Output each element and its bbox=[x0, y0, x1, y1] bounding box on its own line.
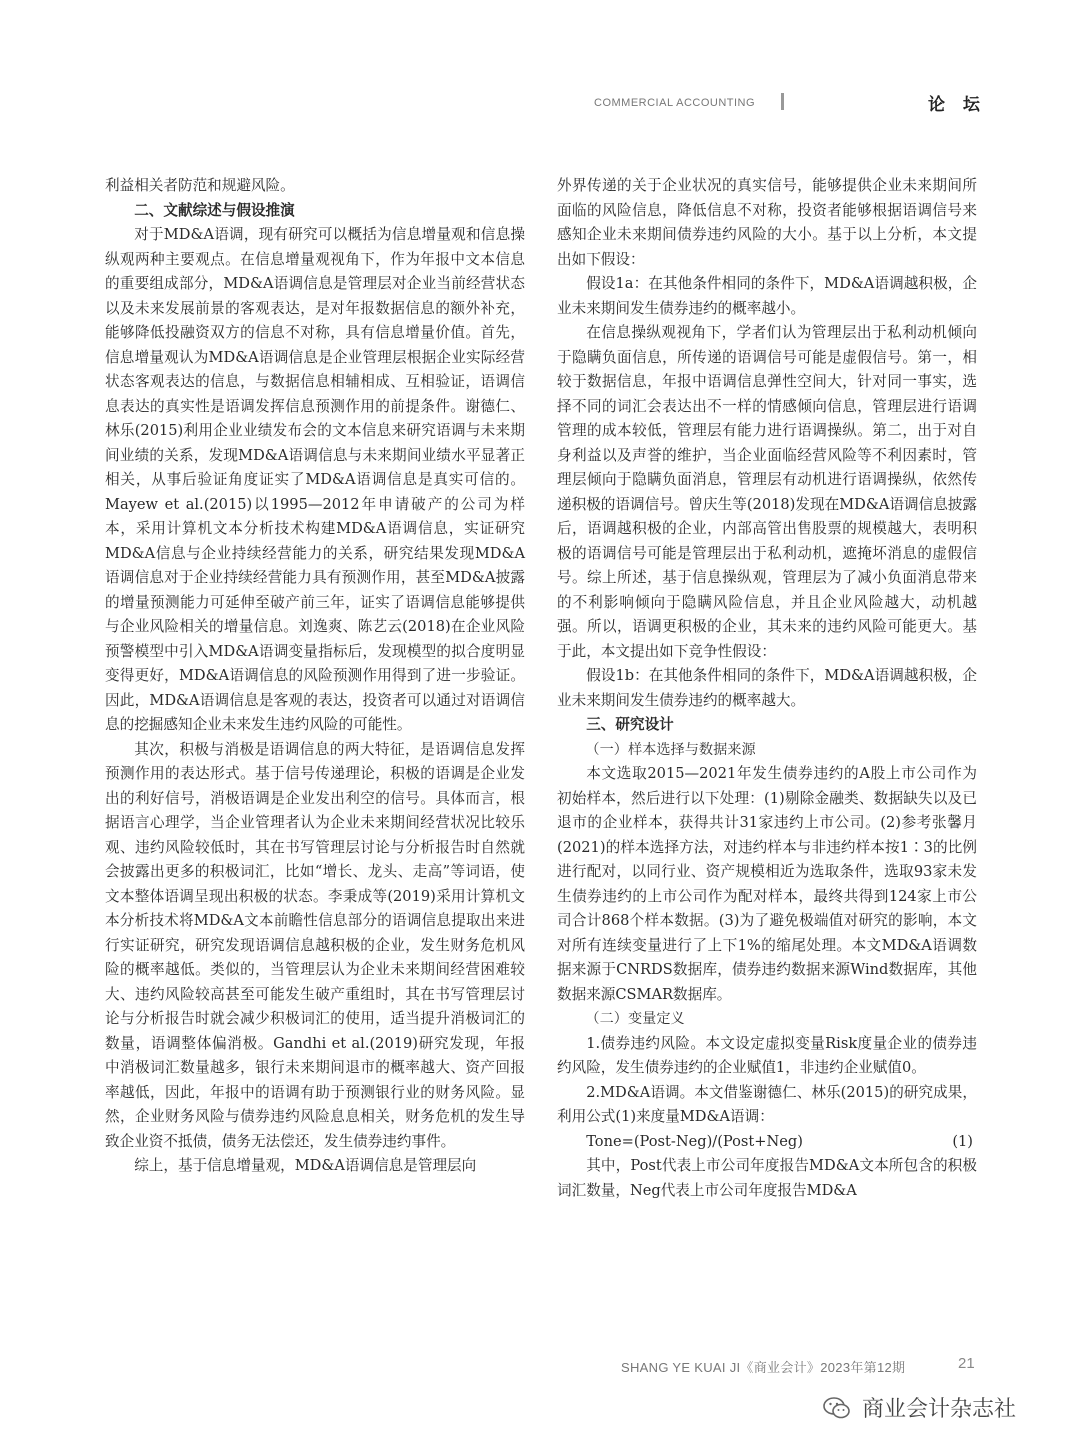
subsection-heading: （二）变量定义 bbox=[585, 1011, 685, 1027]
section-heading: 二、文献综述与假设推演 bbox=[134, 201, 295, 219]
paragraph: 2.MD&A语调。本文借鉴谢德仁、林乐(2015)的研究成果，利用公式(1)来度量MD&A语调： bbox=[557, 1083, 977, 1125]
footer-citation: SHANG YE KUAI JI《商业会计》2023年第12期 bbox=[621, 1360, 906, 1375]
right-column bbox=[557, 174, 977, 1203]
paragraph: 对于MD&A语调，现有研究可以概括为信息增量观和信息操纵观两种主要观点。在信息增量观视角下，作为年报中文本信息的重要组成部分，MD&A语调信息是管理层对企业当前经营状态以及未来发展前景的客观表达，是对年报数据信息的额外补充，能够降低投融资双方的信息不对称，具有信息增量价值。首先，信息增量观认为MD&A语调信息是企业管理层根据企业实际经营状态客观表达的信息，与数据信息相辅相成、互相验证，语调信息表达的真实性是语调发挥信息预测作用的前提条件。谢德仁、林乐(2015)利用企业业绩发布会的文本信息来研究语调与未来期间业绩的关系，发现MD&A语调信息与未来期间业绩水平显著正相关，从事后验证角度证实了MD&A语调信息是真实可信的。Mayew et al.(2015)以1995—2012年申请破产的公司为样本，采用计算机文本分析技术构建MD&A语调信息，实证研究MD&A信息与企业持续经营能力的关系，研究结果发现MD&A语调信息对于企业持续经营能力具有预测作用，甚至MD&A披露的增量预测能力可延伸至破产前三年，证实了语调信息能够提供与企业风险相关的增量信息。刘逸爽、陈艺云(2018)在企业风险预警模型中引入MD&A语调变量指标后，发现模型的拟合度明显变得更好，MD&A语调信息的风险预测作用得到了进一步验证。因此，MD&A语调信息是客观的表达，投资者可以通过对语调信息的挖掘感知企业未来发生违约风险的可能性。 bbox=[105, 226, 525, 733]
formula-expression: Tone=(Post-Neg)/(Post+Neg) bbox=[586, 1132, 803, 1150]
paragraph: 其次，积极与消极是语调信息的两大特征，是语调信息发挥预测作用的表达形式。基于信号传递理论，积极的语调是企业发出的利好信号，消极语调是企业发出利空的信号。具体而言，根据语言心理学，当企业管理者认为企业未来期间经营状况比较乐观、违约风险较低时，其在书写管理层讨论与分析报告时自然就会披露出更多的积极词汇，比如“增长、龙头、走高”等词语，使文本整体语调呈现出积极的状态。李秉成等(2019)采用计算机文本分析技术将MD&A文本前瞻性信息部分的语调信息提取出来进行实证研究，研究发现语调信息越积极的企业，发生财务危机风险的概率越低。类似的，当管理层认为企业未来期间经营困难较大、违约风险较高甚至可能发生破产重组时，其在书写管理层讨论与分析报告时就会减少积极词汇的使用，适当提升消极词汇的数量，语调整体偏消极。Gandhi et al.(2019)研究发现，年报中消极词汇数量越多，银行未来期间退市的概率越大、资产回报率越低，因此，年报中的语调有助于预测银行业的财务风险。显然，企业财务风险与债券违约风险息息相关，财务危机的发生导致企业资不抵债，债务无法偿还，发生债券违约事件。 bbox=[105, 740, 525, 1150]
wechat-icon bbox=[822, 1396, 852, 1420]
formula bbox=[557, 1130, 977, 1155]
paragraph: 外界传递的关于企业状况的真实信号，能够提供企业未来期间所面临的风险信息，降低信息不对称，投资者能够根据语调信号来感知企业未来期间债券违约风险的大小。基于以上分析，本文提出如下假设： bbox=[557, 177, 977, 268]
header-divider bbox=[781, 93, 784, 110]
page-number: 21 bbox=[958, 1355, 975, 1372]
paragraph: 在信息操纵观视角下，学者们认为管理层出于私利动机倾向于隐瞒负面信息，所传递的语调信号可能是虚假信号。第一，相较于数据信息，年报中语调信息弹性空间大，针对同一事实，选择不同的词汇会表达出不一样的情感倾向信息，管理层进行语调管理的成本较低，管理层有能力进行语调操纵。第二，出于对自身利益以及声誉的维护，当企业面临经营风险等不利因素时，管理层倾向于隐瞒负面消息，管理层有动机进行语调操纵，依然传递积极的语调信号。曾庆生等(2018)发现在MD&A语调信息披露后，语调越积极的企业，内部高管出售股票的规模越大，表明积极的语调信号可能是管理层出于私利动机，遮掩坏消息的虚假信号。综上所述，基于信息操纵观，管理层为了减小负面消息带来的不利影响倾向于隐瞒风险信息，并且企业风险越大，动机越强。所以，语调更积极的企业，其未来的违约风险可能更大。基于此，本文提出如下竞争性假设： bbox=[557, 324, 977, 660]
watermark bbox=[822, 1392, 1016, 1423]
paragraph: 本文选取2015—2021年发生债券违约的A股上市公司作为初始样本，然后进行以下处理：(1)剔除金融类、数据缺失以及已退市的企业样本，获得共计31家违约上市公司。(2)参考张馨月(2021)的样本选择方法，对违约样本与非违约样本按1∶3的比例进行配对，以同行业、资产规模相近为选取条件，选取93家未发生债券违约的上市公司作为配对样本，最终共得到124家上市公司合计868个样本数据。(3)为了避免极端值对研究的影响，本文对所有连续变量进行了上下1%的缩尾处理。本文MD&A语调数据来源于CNRDS数据库，债券违约数据来源Wind数据库，其他数据来源CSMAR数据库。 bbox=[557, 765, 977, 1003]
paragraph: 假设1a：在其他条件相同的条件下，MD&A语调越积极，企业未来期间发生债券违约的概率越小。 bbox=[557, 275, 977, 317]
journal-header-en: COMMERCIAL ACCOUNTING bbox=[594, 97, 756, 109]
section-title: 论 坛 bbox=[928, 95, 986, 115]
paragraph: 其中，Post代表上市公司年度报告MD&A文本所包含的积极词汇数量，Neg代表上市公司年度报告MD&A bbox=[557, 1157, 977, 1199]
watermark-text: 商业会计杂志社 bbox=[862, 1397, 1017, 1422]
paragraph: 利益相关者防范和规避风险。 bbox=[105, 177, 295, 194]
paragraph: 综上，基于信息增量观，MD&A语调信息是管理层向 bbox=[134, 1157, 477, 1174]
left-column bbox=[105, 174, 525, 1179]
formula-number: (1) bbox=[952, 1132, 973, 1150]
subsection-heading: （一）样本选择与数据来源 bbox=[585, 741, 756, 758]
paragraph: 1.债券违约风险。本文设定虚拟变量Risk度量企业的债券违约风险，发生债券违约的企业赋值1，非违约企业赋值0。 bbox=[557, 1034, 977, 1076]
paragraph: 假设1b：在其他条件相同的条件下，MD&A语调越积极，企业未来期间发生债券违约的概率越大。 bbox=[557, 667, 977, 709]
section-heading: 三、研究设计 bbox=[586, 716, 674, 733]
